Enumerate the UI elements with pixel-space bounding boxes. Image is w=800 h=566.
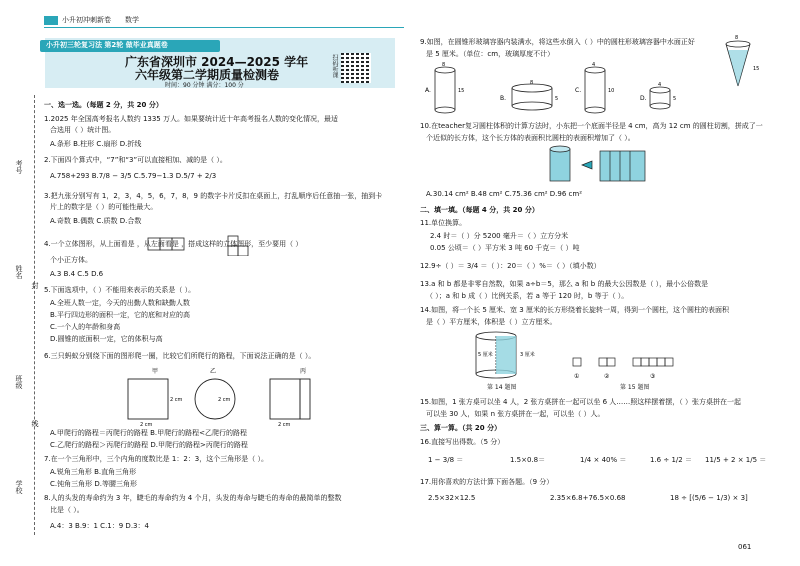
svg-text:15: 15	[753, 66, 760, 72]
top-rule	[44, 27, 404, 28]
svg-text:5: 5	[673, 96, 677, 102]
fig6-dim-1: 2 cm	[170, 397, 183, 403]
q17-stem: 17.用你喜欢的方法计算下面各题。（9 分）	[420, 478, 554, 486]
q7-options-cd: C.钝角三角形 D.等腰三角形	[50, 480, 137, 488]
q17-item-2: 2.35×6.8+76.5×0.68	[550, 494, 626, 502]
q17-item-1: 2.5×32×12.5	[428, 494, 476, 502]
q15-figure	[565, 350, 695, 380]
fig14-caption: 第 14 题图	[487, 384, 517, 391]
q5-option-d: D.圆锥的底面积一定，它的体积与高	[50, 335, 163, 343]
q16-item-1: 1 − 3/8 ＝	[428, 456, 464, 464]
svg-text:③: ③	[650, 373, 656, 380]
fig6-dim-2: 2 cm	[140, 422, 153, 428]
q5-option-c: C.一个人的年龄和身高	[50, 323, 121, 331]
page-number: 061	[738, 543, 752, 551]
q14-figure	[470, 330, 560, 382]
side-name: 姓名	[15, 265, 23, 279]
side-school: 学校	[15, 480, 23, 494]
q16-item-4: 1.6 ÷ 1/2 ＝	[650, 456, 692, 464]
q15-line1: 15.如图，1 张方桌可以坐 4 人，2 张方桌拼在一起可以坐 6 人……照这样摆着摆，（ ）张方桌拼在一起	[420, 398, 742, 406]
q5-option-b: B.平行四边形的面积一定，它的底和对应的高	[50, 311, 191, 319]
svg-text:5 厘米: 5 厘米	[478, 352, 493, 358]
q6-options-cd: C.乙爬行的路程＞丙爬行的路程 D.甲爬行的路程>丙爬行的路程	[50, 441, 248, 449]
ant-c-label: 丙	[300, 368, 307, 375]
q6-options-ab: A.甲爬行的路程＝丙爬行的路程 B.甲爬行的路程<乙爬行的路程	[50, 429, 248, 437]
q16-item-3: 1/4 × 40% ＝	[580, 456, 627, 464]
section-2-heading: 二、填一填。（每题 4 分，共 20 分）	[420, 206, 539, 214]
q8-line1: 8.人的头发的寿命约为 3 年，睫毛的寿命约为 4 个月，头发的寿命与睫毛的寿命的最简单的整数	[44, 494, 342, 502]
svg-text:A.: A.	[425, 87, 431, 94]
fig15-caption: 第 15 题图	[620, 384, 650, 391]
q16-item-2: 1.5×0.8＝	[510, 456, 546, 464]
svg-text:4: 4	[658, 82, 662, 88]
side-seal: 封	[31, 282, 39, 289]
svg-text:15: 15	[458, 88, 465, 94]
q1-line1: 1.2025 年全国高考报名人数约 1335 万人。如果要统计近十年高考报名人数的变化情况，最适	[44, 115, 338, 123]
q1-options: A.条形 B.柱形 C.扇形 D.折线	[50, 140, 142, 148]
q14-line2: 是（ ）平方厘米，体积是（ ）立方厘米。	[426, 318, 557, 326]
q15-line2: 可以坐 30 人，如果 n 张方桌拼在一起，可以坐（ ）人。	[426, 410, 605, 418]
q3-options: A.奇数 B.偶数 C.质数 D.合数	[50, 217, 142, 225]
q2-options: A.758+293 B.7/8 − 3/5 C.5.79−1.3 D.5/7 + 2/3	[50, 172, 217, 180]
title-line-2: 六年级第二学期质量检测卷	[135, 68, 280, 82]
q4-line1: 4.一个立体图形，从上面看是 ，从左面看是 ，搭成这样的立体图形，至少要用（ ）	[44, 240, 303, 248]
q17-item-3: 18 ÷ [(5/6 − 1/3) × 3]	[670, 494, 748, 502]
q13-line1: 13.a 和 b 都是非零自然数，如果 a÷b＝5，那么 a 和 b 的最大公因数是（ ），最小公倍数是	[420, 280, 709, 288]
svg-text:8: 8	[530, 80, 534, 86]
exam-time: 时间：90 分钟 满分：100 分	[165, 82, 244, 89]
q10-line1: 10.在teacher复习圆柱体积的计算方法时，小东把一个底面半径是 4 cm，高为 12 cm 的圆柱切割，拼成了一	[420, 122, 763, 130]
fig6-dim-4: 2 cm	[278, 422, 291, 428]
ant-a-label: 甲	[152, 368, 159, 375]
q4-views	[140, 234, 380, 256]
ant-b-label: 乙	[210, 368, 217, 375]
q4-line2: 个小正方体。	[50, 256, 92, 264]
svg-text:10: 10	[608, 88, 615, 94]
subject: 数学	[125, 16, 139, 24]
q9-figures	[420, 30, 765, 120]
fig6-dim-3: 2 cm	[218, 397, 231, 403]
q14-line1: 14.如图，将一个长 5 厘米、宽 3 厘米的长方形绕着长旋转一周，得到一个圆柱，这个圆柱的表面积	[420, 306, 729, 314]
q1-line2: 合选用（ ）统计图。	[50, 126, 116, 134]
q7-stem: 7.在一个三角形中，三个内角的度数比是 1：2：3，这个三角形是（ ）。	[44, 455, 268, 463]
qr-code-mask	[341, 53, 371, 83]
side-class: 班级	[15, 375, 23, 389]
svg-text:D.: D.	[640, 95, 647, 102]
q11-row2: 0.05 公顷＝（ ）平方米 3 吨 60 千克＝（ ）吨	[430, 244, 580, 252]
q7-options-ab: A.锐角三角形 B.直角三角形	[50, 468, 137, 476]
q16-stem: 16.直接写出得数。（5 分）	[420, 438, 505, 446]
svg-text:②: ②	[604, 373, 610, 380]
header-band-text: 小升初三轮复习法 第2轮 做毕业真题卷	[46, 41, 168, 49]
q2-stem: 2.下面四个算式中，“7”和“3”可以直接相加、减的是（ ）。	[44, 156, 227, 164]
q6-stem: 6.三只蚂蚁分别绕下面的图形爬一圈，比较它们所爬行的路程，下面说法正确的是（ ）。	[44, 352, 316, 360]
q4-options: A.3 B.4 C.5 D.6	[50, 270, 104, 278]
q10-options: A.30.14 cm² B.48 cm² C.75.36 cm² D.96 cm²	[426, 190, 583, 198]
q10-figure	[540, 143, 660, 185]
q6-figures	[110, 363, 350, 428]
svg-text:B.: B.	[500, 95, 507, 102]
section-1-heading: 一、选一选。（每题 2 分，共 20 分）	[44, 101, 163, 109]
svg-text:5: 5	[555, 96, 559, 102]
q9-line2: 是 5 厘米。（单位：cm，玻璃厚度不计）	[426, 50, 555, 58]
title-line-1: 广东省深圳市 2024—2025 学年	[125, 55, 309, 69]
q11-stem: 11.单位换算。	[420, 219, 467, 227]
q9-line1: 9.如图，在圆锥形玻璃容器内装满水，将这些水倒入（ ）中的圆柱形玻璃容器中水面正好	[420, 38, 695, 46]
svg-text:8: 8	[735, 35, 739, 41]
q13-line2: （ ）；a 和 b 成（ ）比例关系，若 a 等于 120 时，b 等于（ ）。	[426, 292, 629, 300]
q11-row1: 2.4 时＝（ ）分 5200 毫升＝（ ）立方分米	[430, 232, 569, 240]
q3-line1: 3.把九张分别写有 1，2，3，4，5，6，7，8，9 的数字卡片反扣在桌面上，打乱顺序后任意抽一张，抽到卡	[44, 192, 383, 200]
q5-stem: 5.下面选项中，（ ）不能用来表示的关系是（ ）。	[44, 286, 196, 294]
series-badge	[44, 16, 58, 25]
binding-line	[34, 95, 35, 535]
side-exam-no: 考号	[15, 160, 23, 174]
q16-item-5: 11/5 + 2 × 1/5 ＝	[705, 456, 767, 464]
qr-label: 扫码听课	[331, 54, 338, 78]
q5-option-a: A.全班人数一定，今天的出勤人数和缺勤人数	[50, 299, 190, 307]
q3-line2: 片上的数字是（ ）的可能性最大。	[50, 203, 158, 211]
svg-text:8: 8	[442, 62, 446, 68]
q8-line2: 比是（ ）。	[50, 506, 84, 514]
svg-text:①: ①	[574, 373, 580, 380]
q10-line2: 个近似的长方体，这个长方体的表面积比圆柱的表面积增加了（ ）。	[426, 134, 635, 142]
series-name: 小升初冲刺新卷	[62, 16, 111, 24]
side-line: 线	[31, 420, 39, 427]
q12: 12.9÷（ ）＝ 3/4 ＝（ ）：20＝（ ）%＝（ ）（填小数）	[420, 262, 601, 270]
svg-text:4: 4	[592, 62, 596, 68]
svg-text:C.: C.	[575, 87, 582, 94]
q8-options: A.4：3 B.9：1 C.1：9 D.3：4	[50, 522, 149, 530]
svg-text:3 厘米: 3 厘米	[520, 352, 535, 358]
section-3-heading: 三、算一算。（共 20 分）	[420, 424, 502, 432]
